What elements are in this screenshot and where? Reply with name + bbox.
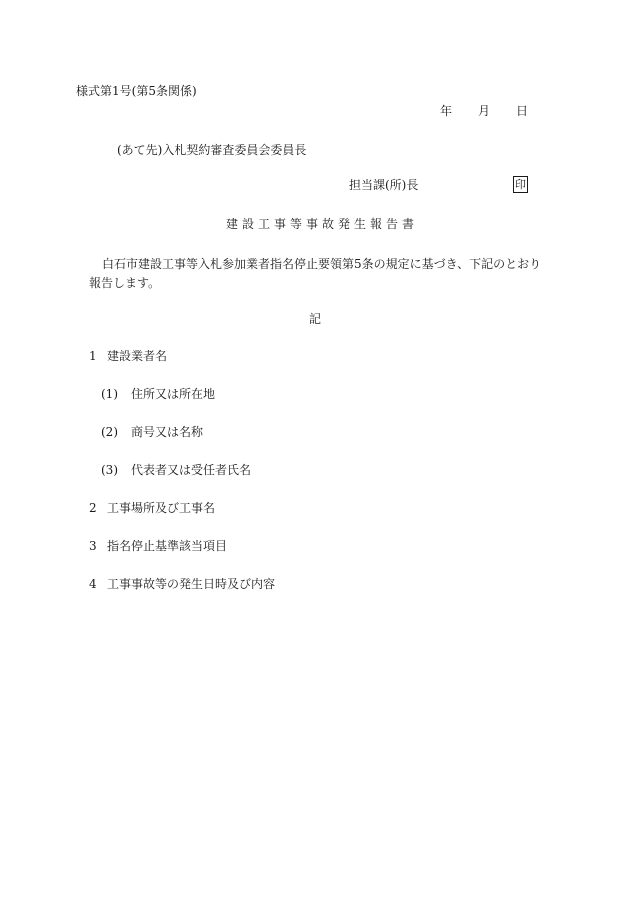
item-number: 1 [89, 349, 97, 363]
list-item [89, 577, 275, 591]
sub-list-item [101, 387, 215, 401]
item-label: 工事事故等の発生日時及び内容 [107, 577, 276, 591]
date-day-label: 日 [516, 104, 529, 118]
subitem-number: (2) [101, 425, 118, 439]
date-year-label: 年 [440, 104, 453, 118]
list-item [89, 539, 227, 553]
date-line [440, 104, 528, 118]
document-title: 建設工事等事故発生報告書 [226, 217, 419, 231]
item-number: 4 [89, 577, 97, 591]
subitem-label: 代表者又は受任者氏名 [131, 463, 252, 477]
item-number: 3 [89, 539, 97, 553]
list-item [89, 501, 215, 515]
addressee: (あて先)入札契約審査委員会委員長 [117, 143, 307, 157]
seal-mark: 印 [515, 178, 526, 191]
subitem-label: 住所又は所在地 [131, 387, 216, 401]
form-number: 様式第1号(第5条関係) [76, 84, 197, 98]
subitem-label: 商号又は名称 [131, 425, 204, 439]
ki-heading: 記 [309, 312, 322, 326]
sub-list-item [101, 463, 251, 477]
item-number: 2 [89, 501, 97, 515]
item-label: 指名停止基準該当項目 [107, 539, 228, 553]
date-month-label: 月 [478, 104, 491, 118]
list-item [89, 349, 167, 363]
item-label: 建設業者名 [107, 349, 168, 363]
body-paragraph: 白石市建設工事等入札参加業者指名停止要領第5条の規定に基づき、下記のとおり報告します。 [89, 257, 542, 290]
subitem-number: (1) [101, 387, 118, 401]
item-label: 工事場所及び工事名 [107, 501, 216, 515]
sub-list-item [101, 425, 203, 439]
sender-title: 担当課(所)長 [349, 178, 419, 192]
subitem-number: (3) [101, 463, 118, 477]
